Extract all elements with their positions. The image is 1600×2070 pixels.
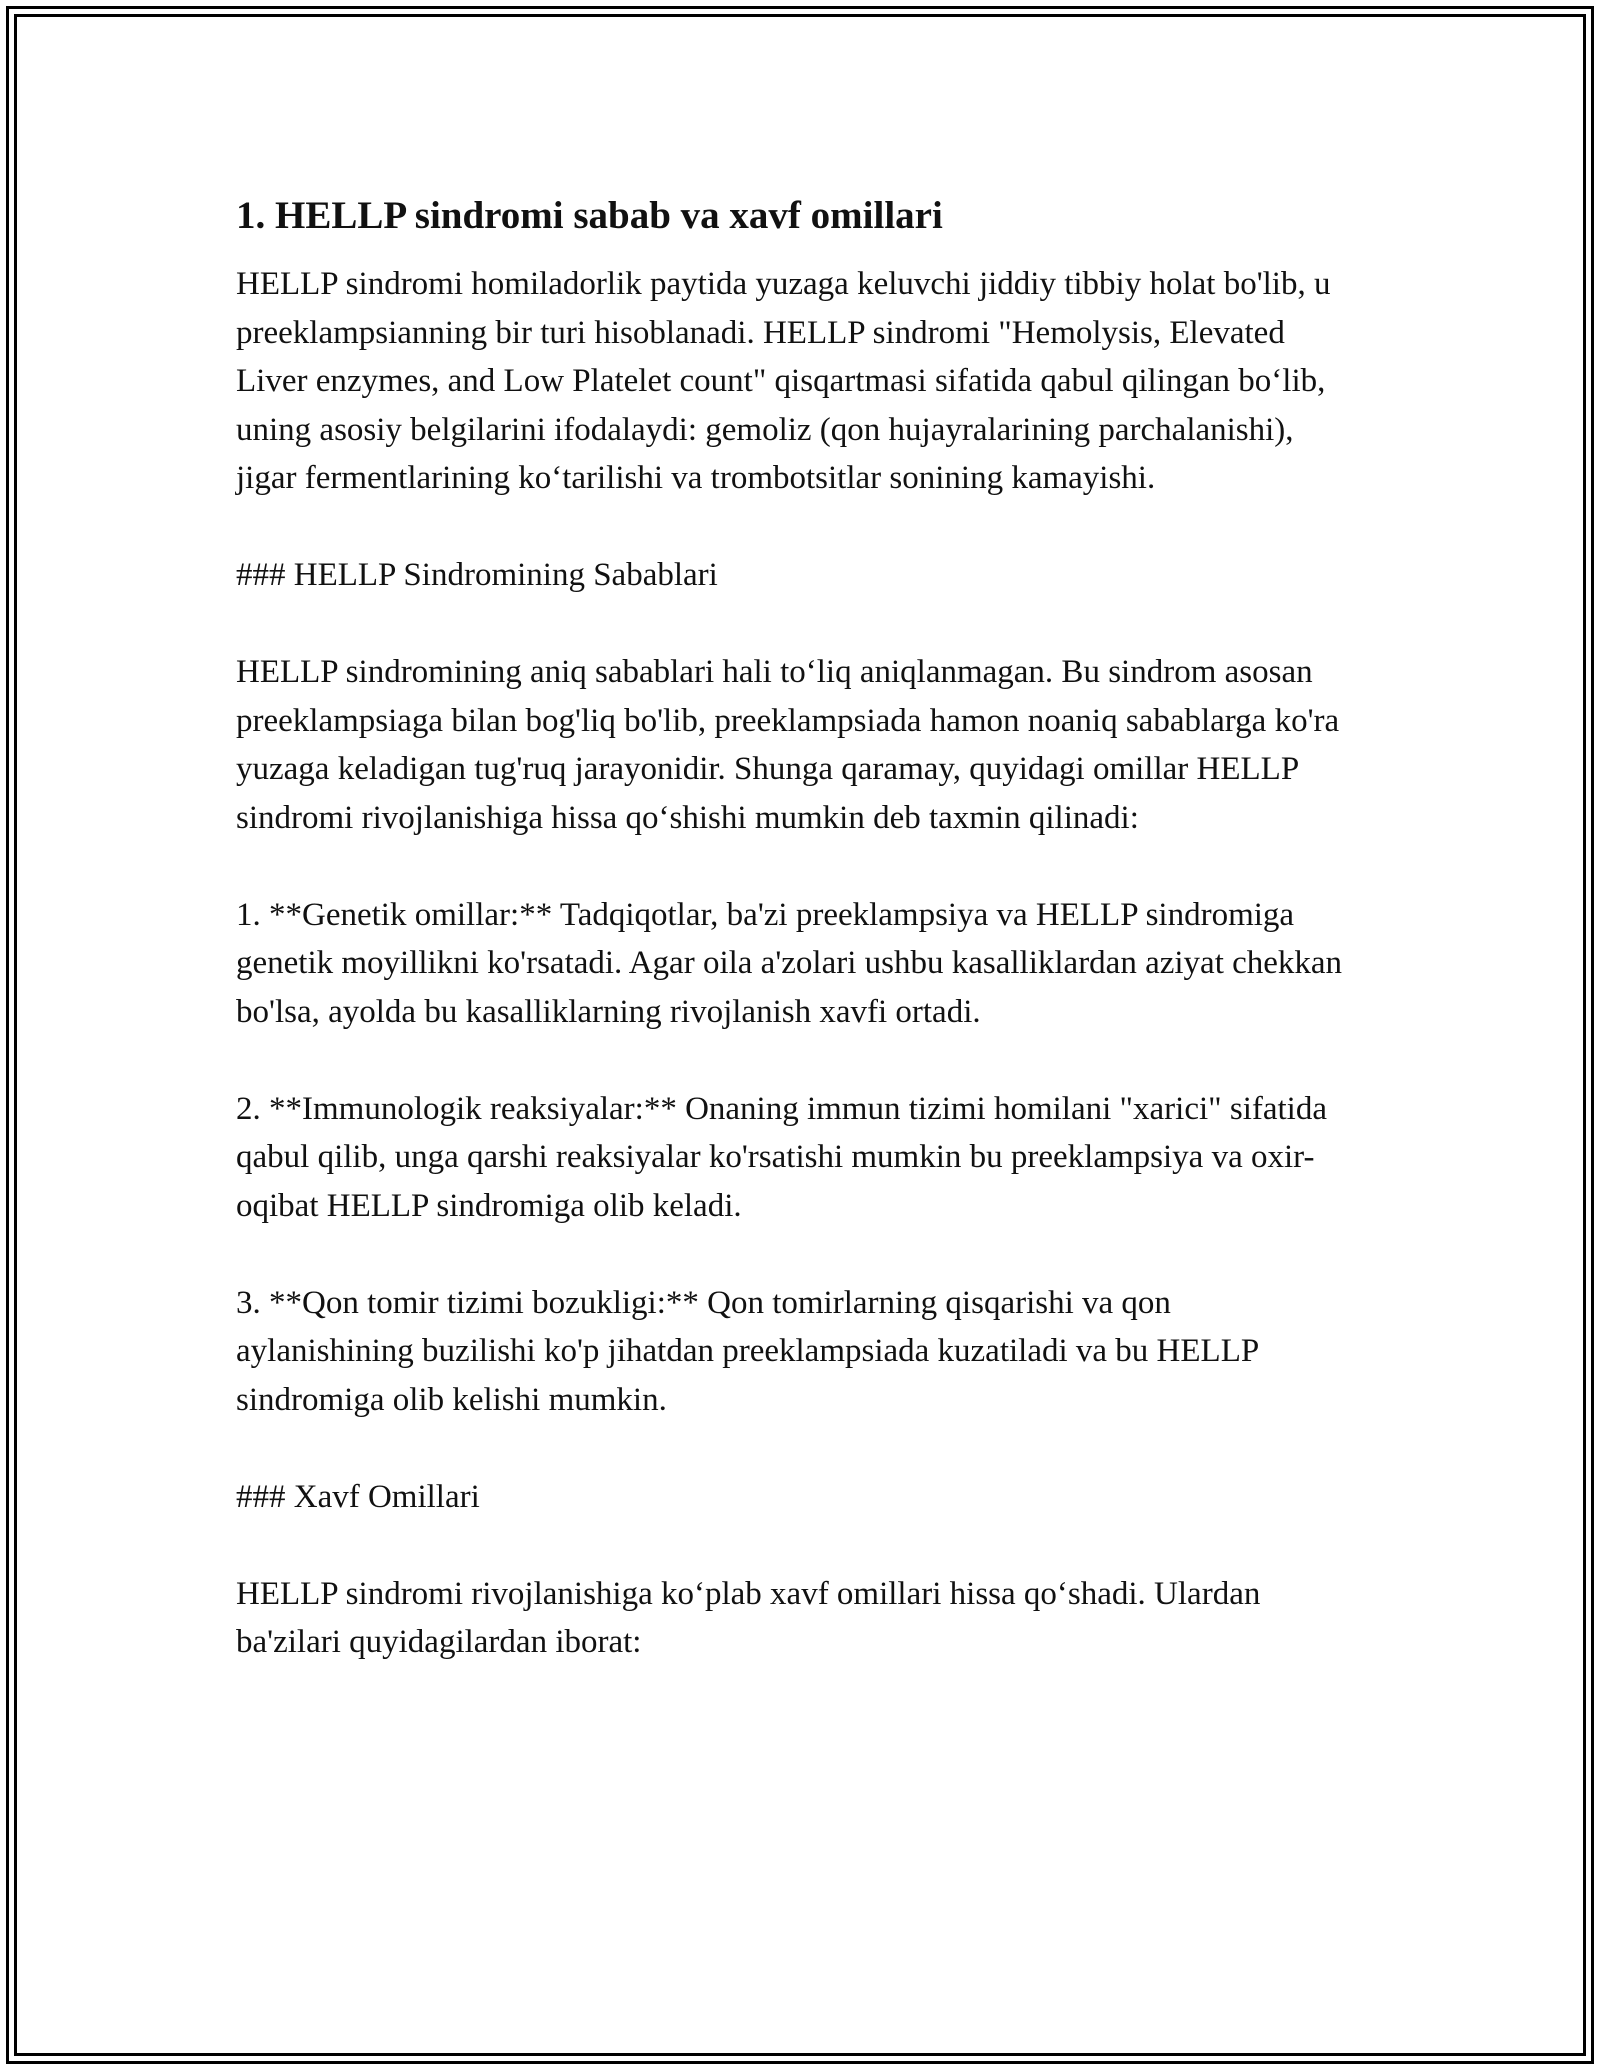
paragraph-intro: HELLP sindromi homiladorlik paytida yuzaga keluvchi jiddiy tibbiy holat bo'lib, u preeklampsianning bir turi hisoblanadi. HELLP sindromi "Hemolysis, Elevated Liver enzymes, and Low Platelet count" qisqartmasi sifatida qabul qilingan bo‘lib, uning asosiy belgilarini ifodalaydi: gemoliz (qon hujayralarining parchalanishi), jigar fermentlarining ko‘tarilishi va trombotsitlar sonining kamayishi. xyxy=(236,266,1331,496)
list-item-genetic: 1. **Genetik omillar:** Tadqiqotlar, ba'zi preeklampsiya va HELLP sindromiga genetik moyillikni ko'rsatadi. Agar oila a'zolari ushbu kasalliklardan aziyat chekkan bo'lsa, ayolda bu kasalliklarning rivojlanish xavfi ortadi. xyxy=(236,896,1343,1030)
list-item-vascular: 3. **Qon tomir tizimi bozukligi:** Qon tomirlarning qisqarishi va qon aylanishining buzilishi ko'p jihatdan preeklampsiada kuzatiladi va bu HELLP sindromiga olib kelishi mumkin. xyxy=(236,1284,1258,1418)
document-body xyxy=(236,186,1356,1667)
section-heading-risk-factors: ### Xavf Omillari xyxy=(236,1478,480,1515)
paragraph-causes: HELLP sindromining aniq sabablari hali to‘liq aniqlanmagan. Bu sindrom asosan preeklampsiaga bilan bog'liq bo'lib, preeklampsiada hamon noaniq sabablarga ko'ra yuzaga keladigan tug'ruq jarayonidir. Shunga qaramay, quyidagi omillar HELLP sindromi rivojlanishiga hissa qo‘shishi mumkin deb taxmin qilinadi: xyxy=(236,654,1340,836)
paragraph-gap xyxy=(236,842,1356,891)
list-item-immunologic: 2. **Immunologik reaksiyalar:** Onaning immun tizimi homilani "xarici" sifatida qabul qilib, unga qarshi reaksiyalar ko'rsatishi mumkin bu preeklampsiya va oxir-oqibat HELLP sindromiga olib keladi. xyxy=(236,1090,1327,1224)
paragraph-gap xyxy=(236,1036,1356,1085)
paragraph-gap xyxy=(236,1521,1356,1570)
paragraph-gap xyxy=(236,503,1356,552)
document-title: 1. HELLP sindromi sabab va xavf omillari xyxy=(236,194,943,237)
paragraph-risk-factors: HELLP sindromi rivojlanishiga ko‘plab xavf omillari hissa qo‘shadi. Ulardan ba'zilari quyidagilardan iborat: xyxy=(236,1575,1261,1660)
paragraph-gap xyxy=(236,600,1356,649)
paragraph-gap xyxy=(236,1424,1356,1473)
section-heading-causes: ### HELLP Sindromining Sabablari xyxy=(236,557,718,593)
paragraph-gap xyxy=(236,1230,1356,1279)
